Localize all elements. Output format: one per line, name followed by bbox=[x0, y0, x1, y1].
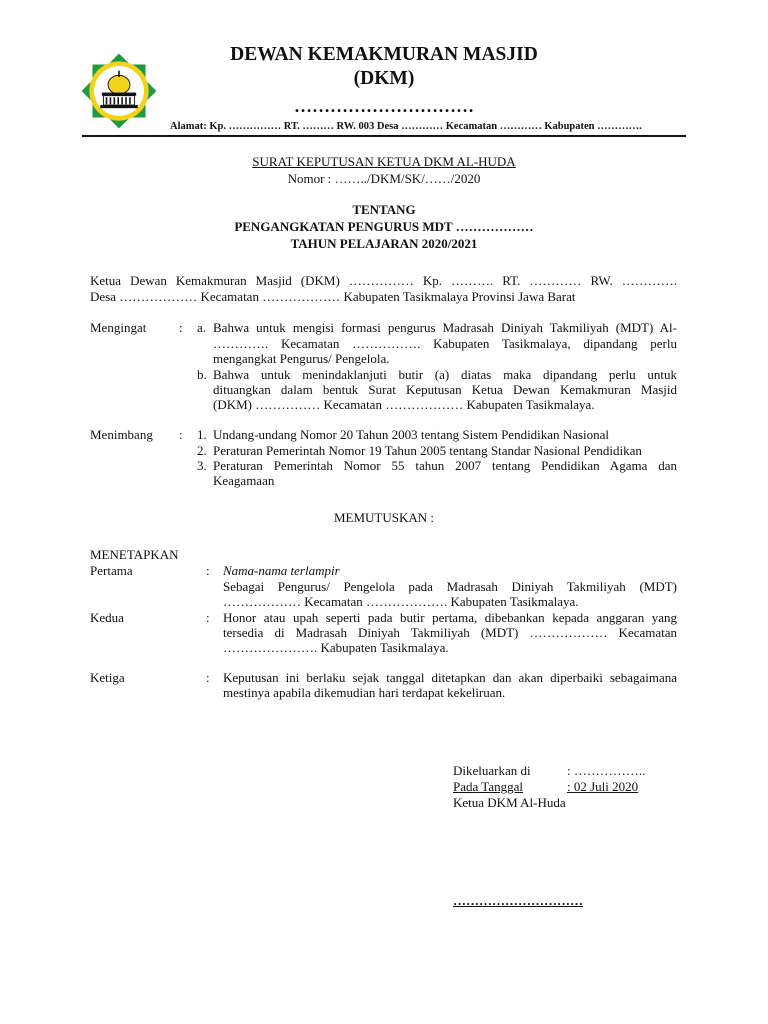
mengingat-b-line-1: Bahwa untuk menindaklanjuti butir (a) diatas maka dipandang perlu untuk bbox=[213, 367, 677, 382]
intro-line-2: Desa ……………… Kecamatan ……………… Kabupaten Tasikmalaya Provinsi Jawa Barat bbox=[90, 289, 576, 304]
ketiga-colon: : bbox=[206, 670, 210, 685]
org-title: DEWAN KEMAKMURAN MASJID bbox=[230, 44, 538, 65]
mengingat-label: Mengingat bbox=[90, 320, 147, 335]
kedua-label: Kedua bbox=[90, 610, 124, 625]
mengingat-b-line-3: (DKM) …………… Kecamatan ……………… Kabupaten Tasikmalaya. bbox=[213, 397, 595, 412]
kedua-line-3: …………………. Kabupaten Tasikmalaya. bbox=[223, 640, 449, 655]
subject-line-2: TAHUN PELAJARAN 2020/2021 bbox=[290, 236, 478, 251]
ketiga-line-2: mestinya apabila dikemudian hari terdapat kekeliruan. bbox=[223, 685, 506, 700]
menetapkan-label: MENETAPKAN bbox=[90, 547, 179, 562]
mengingat-a-line-1: Bahwa untuk mengisi formasi pengurus Madrasah Diniyah Takmiliyah (MDT) Al- bbox=[213, 320, 677, 335]
menimbang-item-3-line-1: Peraturan Pemerintah Nomor 55 tahun 2007 tentang Pendidikan Agama dan bbox=[213, 458, 677, 473]
menimbang-item-3-line-2: Keagamaan bbox=[213, 473, 275, 488]
menimbang-item-2: Peraturan Pemerintah Nomor 19 Tahun 2005 tentang Standar Nasional Pendidikan bbox=[213, 443, 642, 458]
org-name-placeholder: ………………………… bbox=[294, 96, 474, 116]
mengingat-marker-a: a. bbox=[197, 320, 207, 335]
about-heading: TENTANG bbox=[352, 202, 416, 217]
decree-title: SURAT KEPUTUSAN KETUA DKM AL-HUDA bbox=[252, 154, 516, 169]
mengingat-a-line-2: …………. Kecamatan ……………. Kabupaten Tasikmalaya, dipandang perlu bbox=[213, 336, 677, 351]
mengingat-colon: : bbox=[179, 320, 183, 335]
ketiga-line-1: Keputusan ini berlaku sejak tanggal ditetapkan dan akan diperbaiki sebagaimana bbox=[223, 670, 677, 685]
decree-number: Nomor : ……../DKM/SK/……/2020 bbox=[287, 171, 481, 186]
mengingat-b-line-2: dituangkan dalam bentuk Surat Keputusan Ketua Dewan Kemakmuran Masjid bbox=[213, 382, 677, 397]
mengingat-a-line-3: mengangkat Pengurus/ Pengelola. bbox=[213, 351, 390, 366]
menimbang-colon: : bbox=[179, 427, 183, 442]
signer-name-placeholder: ………………………… bbox=[453, 893, 583, 908]
address-line: Alamat: Kp. …………… RT. ……… RW. 003 Desa ………… Kecamatan ………… Kabupaten …………. bbox=[170, 121, 642, 132]
menimbang-item-1: Undang-undang Nomor 20 Tahun 2003 tentang Sistem Pendidikan Nasional bbox=[213, 427, 610, 442]
kedua-line-1: Honor atau upah seperti pada butir pertama, dibebankan kepada anggaran yang bbox=[223, 610, 677, 625]
mengingat-marker-b: b. bbox=[197, 367, 207, 382]
date-value: : 02 Juli 2020 bbox=[567, 779, 639, 794]
kedua-line-2: tersedia di Madrasah Diniyah Takmiliyah (MDT) ……………… Kecamatan bbox=[223, 625, 677, 640]
pertama-line-1: Nama-nama terlampir bbox=[223, 563, 340, 578]
subject-line-1: PENGANGKATAN PENGURUS MDT ……………… bbox=[234, 219, 534, 234]
menimbang-label: Menimbang bbox=[90, 427, 153, 442]
memutuskan-heading: MEMUTUSKAN : bbox=[333, 510, 435, 525]
date-label: Pada Tanggal bbox=[453, 779, 523, 794]
org-abbreviation: (DKM) bbox=[353, 68, 415, 89]
ketiga-label: Ketiga bbox=[90, 670, 125, 685]
intro-line-1: Ketua Dewan Kemakmuran Masjid (DKM) …………… Kp. ………. RT. ………… RW. …………. bbox=[90, 273, 677, 288]
menimbang-marker-3: 3. bbox=[197, 458, 207, 473]
issued-at-value: : …………….. bbox=[567, 763, 646, 778]
signer-title: Ketua DKM Al-Huda bbox=[453, 795, 566, 810]
kedua-colon: : bbox=[206, 610, 210, 625]
pertama-line-2: Sebagai Pengurus/ Pengelola pada Madrasah Diniyah Takmiliyah (MDT) bbox=[223, 579, 677, 594]
pertama-label: Pertama bbox=[90, 563, 133, 578]
menimbang-marker-2: 2. bbox=[197, 443, 207, 458]
menimbang-marker-1: 1. bbox=[197, 427, 207, 442]
pertama-colon: : bbox=[206, 563, 210, 578]
pertama-line-3: ……………… Kecamatan ………………. Kabupaten Tasikmalaya. bbox=[223, 594, 579, 609]
header-divider bbox=[82, 135, 686, 137]
issued-at-label: Dikeluarkan di bbox=[453, 763, 531, 778]
